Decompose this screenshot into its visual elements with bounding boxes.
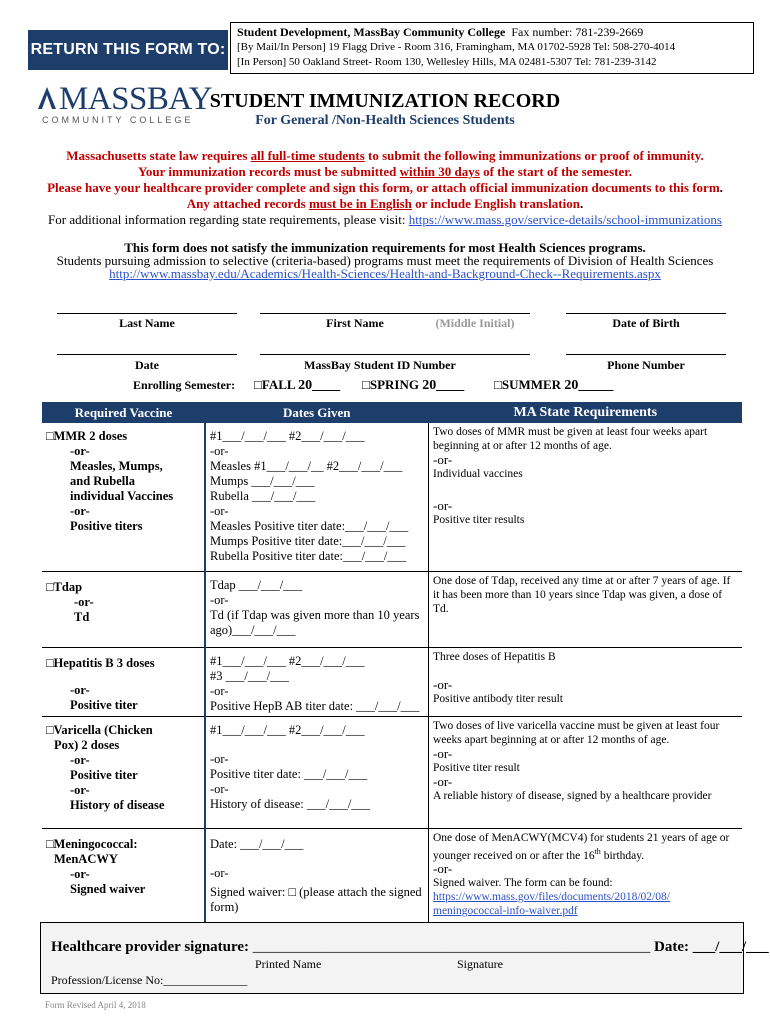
date-line[interactable] [57, 354, 237, 355]
mening-dates-cell[interactable]: Date: ___/___/___ -or- Signed waiver: □ (please attach the signed form) [205, 828, 429, 924]
tdap-checkbox[interactable]: □Tdap [46, 579, 83, 594]
student-id-label: MassBay Student ID Number [304, 358, 456, 372]
varicella-requirements-cell: Two doses of live varicella vaccine must be given at least four weeks apart beginning at or after 12 months of age. -or- Positive titer result -or- A reliable history of disease, signed by a healthcare provider [429, 716, 743, 828]
date-label: Date [135, 358, 159, 372]
logo-word: MASSBAY [59, 81, 213, 117]
provider-signature-label: Healthcare provider signature: [51, 939, 250, 955]
dob-line[interactable] [566, 313, 726, 314]
col-dates-given: Dates Given [205, 402, 429, 423]
logo-subtitle: COMMUNITY COLLEGE [42, 115, 194, 125]
fall-checkbox[interactable]: □FALL 20____ [254, 377, 341, 393]
waiver-link[interactable]: https://www.mass.gov/files/documents/2018/02/08/ [433, 891, 670, 904]
enrolling-label: Enrolling Semester: [133, 378, 236, 392]
mmr-vaccine-cell: □MMR 2 doses -or- Measles, Mumps, and Rubella individual Vaccines -or- Positive titers [42, 423, 205, 571]
address-wellesley: [In Person] 50 Oakland Street- Room 130, Wellesley Hills, MA 02481-5307 Tel: 781-239-3142 [237, 56, 657, 68]
col-ma-requirements: MA State Requirements [429, 402, 743, 423]
return-label: RETURN THIS FORM TO [30, 41, 220, 58]
immunization-table [42, 402, 742, 924]
notice-provider: Please have your healthcare provider complete and sign this form, or attach official immunization documents to this form. [47, 180, 723, 195]
signature-date[interactable]: Date: ___/___/___ [654, 939, 769, 955]
mening-requirements-cell: One dose of MenACWY(MCV4) for students 21 years of age or younger received on or after the 16th birthday. -or- Signed waiver. The form can be found: https://www.mass.gov/files/documents/2018/02/08/ meningococcal-info-waiver.pdf [429, 828, 743, 924]
mmr-checkbox[interactable]: □MMR 2 doses [46, 429, 128, 443]
provider-signature-row[interactable]: Healthcare provider signature: _____________________________________________________ Date: ___/___/___ [51, 939, 769, 955]
table-row-meningococcal [42, 828, 742, 924]
state-requirements-link[interactable]: https://www.mass.gov/service-details/school-immunizations [408, 212, 722, 227]
page-subtitle: For General /Non-Health Sciences Students [255, 113, 515, 128]
table-row-tdap [42, 571, 742, 647]
hepb-checkbox[interactable]: □Hepatitis B 3 doses [46, 655, 155, 670]
col-required-vaccine: Required Vaccine [42, 402, 205, 423]
first-name-line[interactable] [260, 313, 530, 314]
notice-law: Massachusetts state law requires all full-time students to submit the following immunizations or proof of immunity. [66, 148, 704, 163]
varicella-dates-cell[interactable]: #1___/___/___ #2___/___/___ -or- Positive titer date: ___/___/___ -or- History of disease: ___/___/___ [205, 716, 429, 828]
varicella-checkbox[interactable]: □Varicella (Chicken [46, 722, 153, 737]
middle-initial-label: (Middle Initial) [435, 316, 515, 330]
notice-30-days: Your immunization records must be submitted within 30 days of the start of the semester. [137, 164, 633, 179]
address-framingham: [By Mail/In Person] 19 Flagg Drive - Room 316, Framingham, MA 01702-5928 Tel: 508-270-4014 [237, 41, 676, 53]
dob-label: Date of Birth [612, 316, 680, 330]
return-form-banner: RETURN THIS FORM TO : [28, 30, 228, 70]
office-name: Student Development, MassBay Community College [237, 25, 506, 39]
first-name-label: First Name [326, 316, 384, 330]
last-name-line[interactable] [57, 313, 237, 314]
table-row-hepb [42, 647, 742, 716]
mmr-dates-cell[interactable]: #1___/___/___ #2___/___/___ -or- Measles #1___/___/__ #2___/___/___ Mumps ___/___/___ Rubella ___/___/___ -or- Measles Positive titer date:___/___/___ Mumps Positive titer date:___/___/___ Rubella Positive titer date:___/___/___ [205, 423, 429, 571]
hs-requirements-link[interactable]: http://www.massbay.edu/Academics/Health-Sciences/Health-and-Background-Check--Requirements.aspx [109, 266, 661, 281]
form-revised-note: Form Revised April 4, 2018 [45, 1000, 146, 1010]
fax-number: Fax number: 781-239-2669 [511, 25, 644, 39]
signature-box [40, 922, 769, 994]
notice-english: Any attached records must be in English or include English translation. [186, 196, 584, 211]
mening-waiver-checkbox[interactable]: Signed waiver: □ (please attach the signed form) [210, 884, 422, 914]
tdap-vaccine-cell: □Tdap -or- Td [42, 571, 205, 647]
printed-name-label: Printed Name [255, 957, 322, 971]
return-address-box [230, 22, 754, 74]
varicella-vaccine-cell: □Varicella (Chicken Pox) 2 doses -or- Positive titer -or- History of disease [42, 716, 205, 828]
last-name-label: Last Name [119, 316, 175, 330]
hepb-requirements-cell: Three doses of Hepatitis B -or- Positive antibody titer result [429, 647, 743, 716]
mening-checkbox[interactable]: □Meningococcal: [46, 836, 138, 851]
phone-line[interactable] [566, 354, 726, 355]
hs-notice-2: Students pursuing admission to selective (criteria-based) programs must meet the requirements of Division of Health Sciences [56, 253, 714, 268]
notice-more-info: For additional information regarding state requirements, please visit: https://www.mass.gov/service-details/school-immunizations [48, 212, 722, 227]
hepb-dates-cell[interactable]: #1___/___/___ #2___/___/___ #3 ___/___/___ -or- Positive HepB AB titer date: ___/___/___ [205, 647, 429, 716]
hs-notice: This form does not satisfy the immunization requirements for most Health Sciences programs. [124, 240, 646, 255]
phone-label: Phone Number [607, 358, 685, 372]
signature-label: Signature [457, 957, 503, 971]
summer-checkbox[interactable]: □SUMMER 20_____ [494, 377, 614, 393]
student-id-line[interactable] [260, 354, 530, 355]
table-row-mmr [42, 423, 742, 571]
spring-checkbox[interactable]: □SPRING 20____ [362, 377, 465, 393]
hepb-vaccine-cell: □Hepatitis B 3 doses -or- Positive titer [42, 647, 205, 716]
table-row-varicella [42, 716, 742, 828]
waiver-link-2[interactable]: meningococcal-info-waiver.pdf [433, 905, 578, 918]
page-title: STUDENT IMMUNIZATION RECORD [209, 90, 561, 112]
license-field[interactable]: Profession/License No:______________ [51, 973, 248, 987]
tdap-requirements-cell: One dose of Tdap, received any time at or after 7 years of age. If it has been more than 10 years since Tdap was given, a dose of Td. [429, 571, 743, 647]
tdap-dates-cell[interactable]: Tdap ___/___/___ -or- Td (if Tdap was given more than 10 years ago)___/___/___ [205, 571, 429, 647]
mmr-requirements-cell: Two doses of MMR must be given at least four weeks apart beginning at or after 12 months of age. -or- Individual vaccines -or- Positive titer results [429, 423, 743, 571]
mening-vaccine-cell: □Meningococcal: MenACWY -or- Signed waiver [42, 828, 205, 924]
